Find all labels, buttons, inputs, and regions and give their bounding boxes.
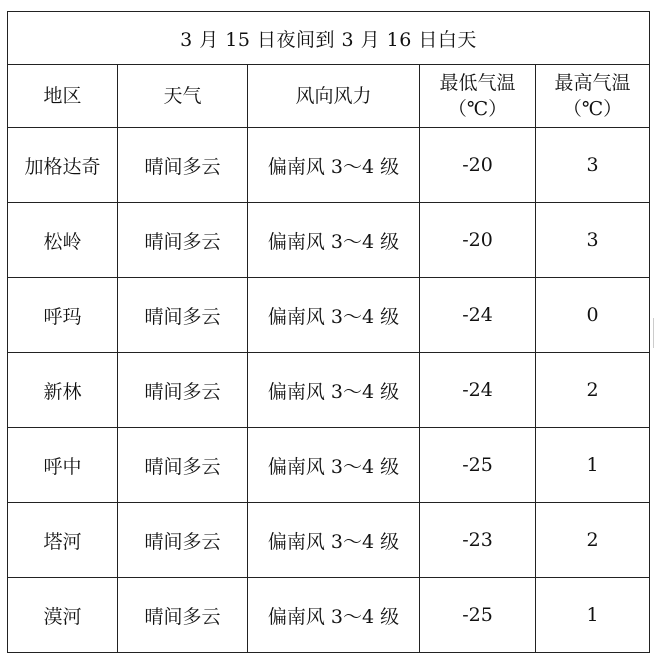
weather-cell: 晴间多云: [118, 278, 248, 353]
weather-cell: 晴间多云: [118, 353, 248, 428]
table-row: [8, 578, 650, 653]
area-cell: 塔河: [8, 503, 118, 578]
weather-cell: 晴间多云: [118, 578, 248, 653]
max-temp-cell: 3: [536, 203, 650, 278]
header-min-temp-label: 最低气温: [439, 72, 516, 94]
area-cell: 加格达奇: [8, 128, 118, 203]
wind-cell: 偏南风 3～4 级: [248, 128, 420, 203]
header-max-temp-label: 最高气温: [554, 72, 631, 94]
min-temp-cell: -24: [420, 278, 536, 353]
max-temp-cell: 0: [536, 278, 650, 353]
max-temp-cell: 1: [536, 428, 650, 503]
min-temp-cell: -24: [420, 353, 536, 428]
area-cell: 呼中: [8, 428, 118, 503]
table-title: 3 月 15 日夜间到 3 月 16 日白天: [8, 12, 650, 65]
header-min-temp: [420, 65, 536, 128]
table-row: [8, 353, 650, 428]
min-temp-cell: -23: [420, 503, 536, 578]
weather-cell: 晴间多云: [118, 428, 248, 503]
table-row: [8, 278, 650, 353]
table-row: [8, 503, 650, 578]
wind-cell: 偏南风 3～4 级: [248, 578, 420, 653]
table-row: [8, 128, 650, 203]
title-row: [8, 12, 650, 65]
weather-cell: 晴间多云: [118, 503, 248, 578]
min-temp-cell: -25: [420, 428, 536, 503]
max-temp-cell: 2: [536, 503, 650, 578]
header-max-temp: [536, 65, 650, 128]
min-temp-cell: -20: [420, 203, 536, 278]
area-cell: 松岭: [8, 203, 118, 278]
max-temp-cell: 2: [536, 353, 650, 428]
area-cell: 新林: [8, 353, 118, 428]
header-area: 地区: [8, 65, 118, 128]
min-temp-cell: -25: [420, 578, 536, 653]
table-row: [8, 203, 650, 278]
wind-cell: 偏南风 3～4 级: [248, 428, 420, 503]
header-row: [8, 65, 650, 128]
area-cell: 漠河: [8, 578, 118, 653]
min-temp-cell: -20: [420, 128, 536, 203]
max-temp-cell: 3: [536, 128, 650, 203]
wind-cell: 偏南风 3～4 级: [248, 503, 420, 578]
header-min-temp-unit: （℃）: [447, 98, 508, 120]
wind-cell: 偏南风 3～4 级: [248, 278, 420, 353]
wind-cell: 偏南风 3～4 级: [248, 353, 420, 428]
weather-cell: 晴间多云: [118, 128, 248, 203]
header-wind: 风向风力: [248, 65, 420, 128]
weather-cell: 晴间多云: [118, 203, 248, 278]
wind-cell: 偏南风 3～4 级: [248, 203, 420, 278]
forecast-table: [7, 11, 650, 653]
table-row: [8, 428, 650, 503]
header-max-temp-unit: （℃）: [562, 98, 623, 120]
max-temp-cell: 1: [536, 578, 650, 653]
edge-divider: [653, 318, 657, 348]
header-weather: 天气: [118, 65, 248, 128]
area-cell: 呼玛: [8, 278, 118, 353]
